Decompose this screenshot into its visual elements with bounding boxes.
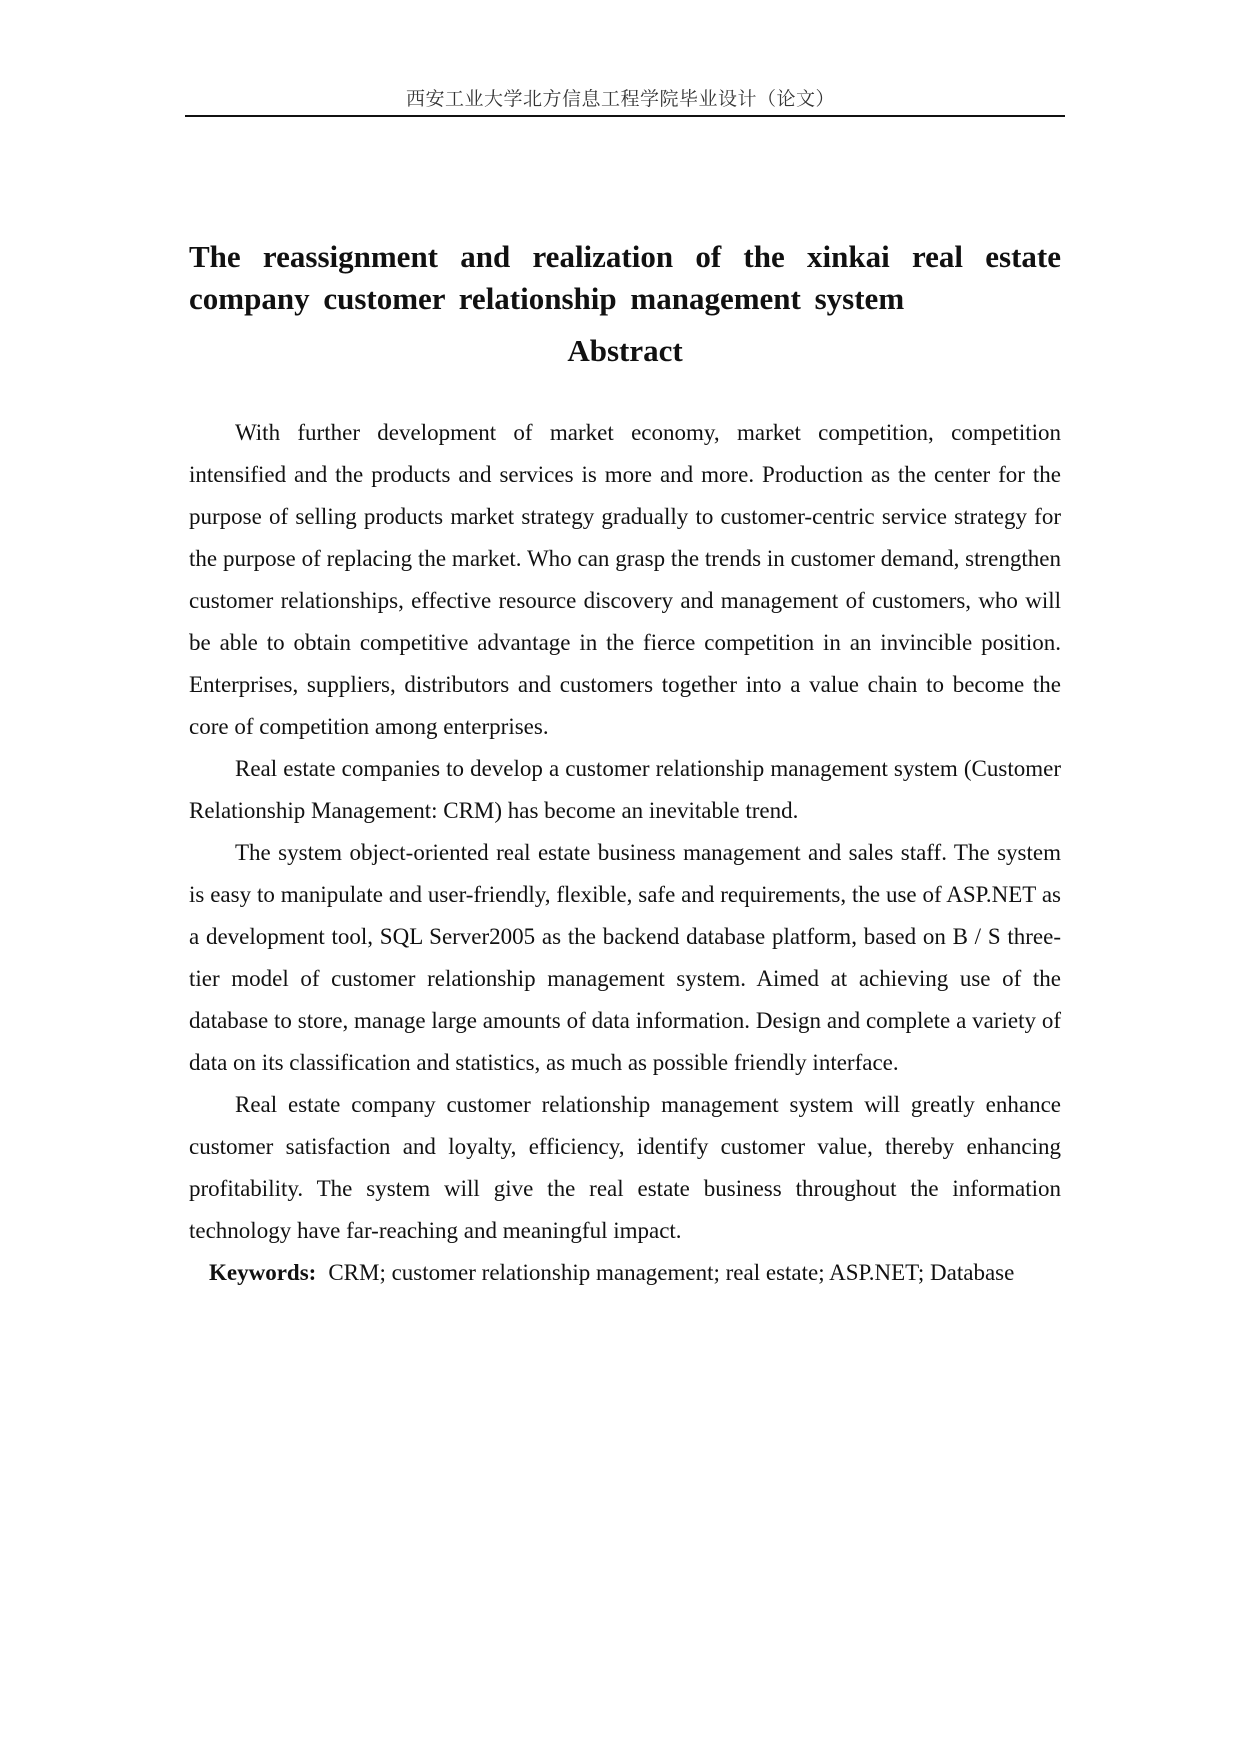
running-header: 西安工业大学北方信息工程学院毕业设计（论文） <box>405 89 835 110</box>
keywords-label: Keywords: <box>209 1260 317 1285</box>
keywords-text: CRM; customer relationship management; real estate; ASP.NET; Database <box>328 1260 1015 1285</box>
abstract-paragraph-4: Real estate company customer relationship management system will greatly enhance customer satisfaction and loyalty, efficiency, identify customer value, thereby enhancing profitability. The system will give the real estate business throughout the information technology have far-reaching and meaningful impact. <box>189 1092 1061 1243</box>
page-content <box>189 236 1061 1294</box>
abstract-paragraph-3: The system object-oriented real estate business management and sales staff. The system is easy to manipulate and user-friendly, flexible, safe and requirements, the use of ASP.NET as a development tool, SQL Server2005 as the backend database platform, based on B / S three-tier model of customer relationship management system. Aimed at achieving use of the database to store, manage large amounts of data information. Design and complete a variety of data on its classification and statistics, as much as possible friendly interface. <box>189 840 1061 1075</box>
header-rule <box>185 115 1065 117</box>
abstract-body <box>189 412 1061 1294</box>
abstract-heading: Abstract <box>567 333 683 368</box>
abstract-paragraph-1: With further development of market economy, market competition, competition intensified and the products and services is more and more. Production as the center for the purpose of selling products market strategy gradually to customer-centric service strategy for the purpose of replacing the market. Who can grasp the trends in customer demand, strengthen customer relationships, effective resource discovery and management of customers, who will be able to obtain competitive advantage in the fierce competition in an invincible position. Enterprises, suppliers, distributors and customers together into a value chain to become the core of competition among enterprises. <box>189 420 1061 739</box>
abstract-paragraph-2: Real estate companies to develop a customer relationship management system (Customer Relationship Management: CRM) has become an inevitable trend. <box>189 756 1061 823</box>
keywords-line <box>189 1252 1061 1294</box>
paper-title: The reassignment and realization of the xinkai real estate company customer relationship management system <box>189 239 1061 316</box>
